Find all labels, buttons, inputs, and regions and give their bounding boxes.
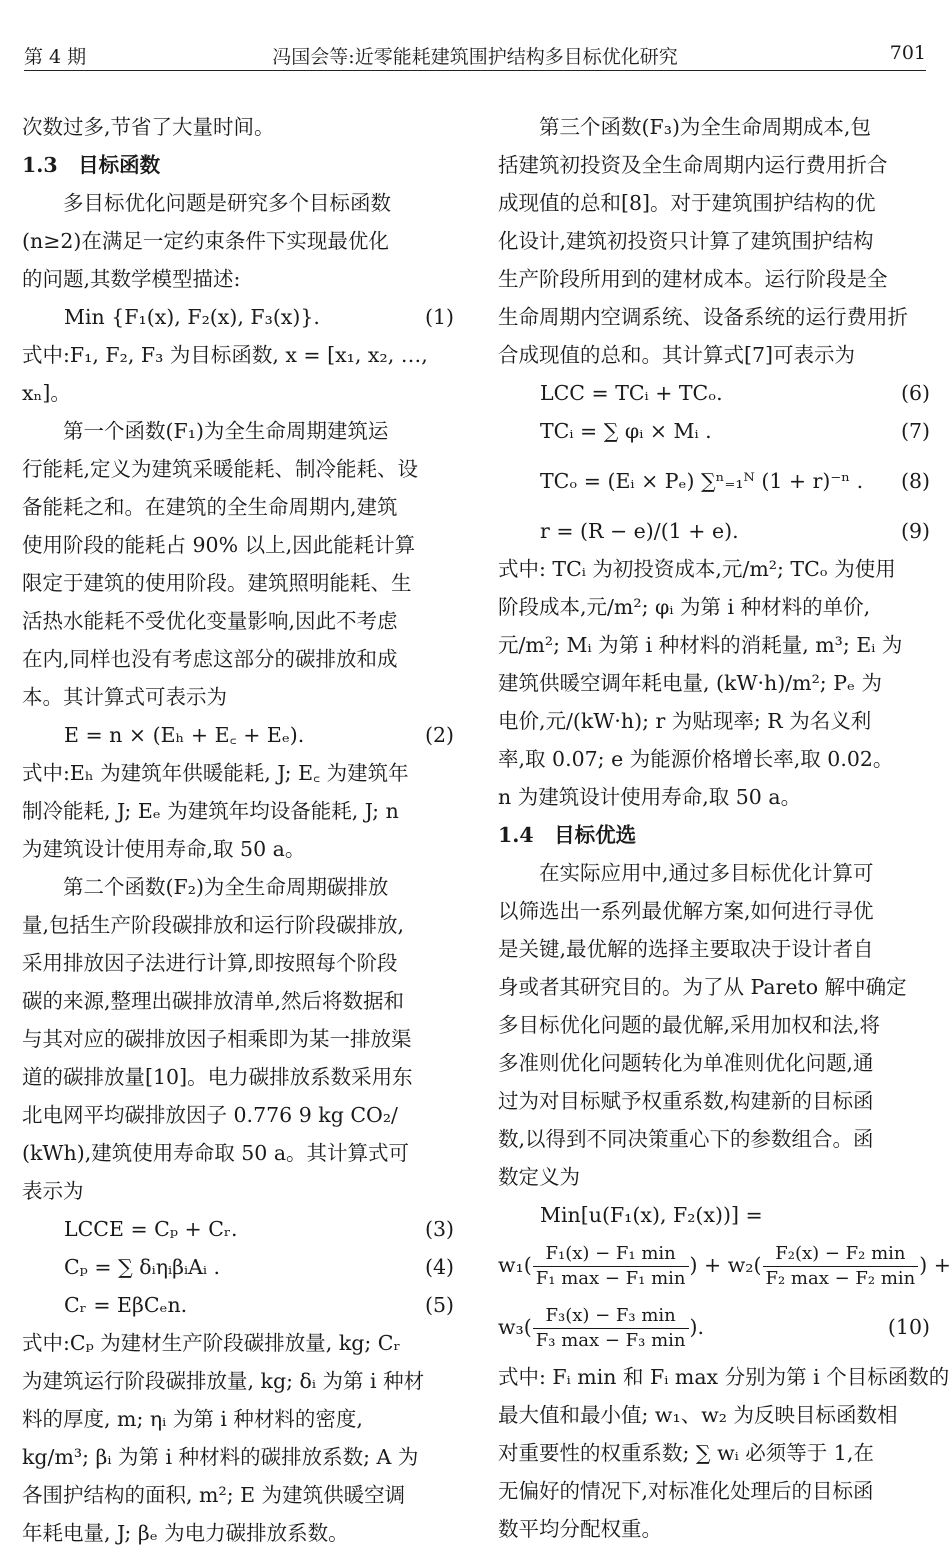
paragraph-line: 量,包括生产阶段碳排放和运行阶段碳排放, xyxy=(22,913,405,937)
paragraph-line: 是关键,最优解的选择主要取决于设计者自 xyxy=(498,937,874,961)
equation-number: (5) xyxy=(424,1293,454,1317)
fraction-denominator: F₂ max − F₂ min xyxy=(765,1268,916,1289)
paragraph-line: kg/m³; βᵢ 为第 i 种材料的碳排放系数; A 为 xyxy=(22,1445,419,1469)
paragraph-line: 各围护结构的面积, m²; E 为建筑供暖空调 xyxy=(22,1483,406,1507)
weight-w3: w₃( xyxy=(498,1315,532,1339)
fraction-denominator: F₃ max − F₃ min xyxy=(535,1330,686,1351)
paragraph-line: 以筛选出一系列最优解方案,如何进行寻优 xyxy=(498,899,874,923)
paragraph-line: 无偏好的情况下,对标准化处理后的目标函 xyxy=(498,1479,874,1503)
paragraph-line: 过为对目标赋予权重系数,构建新的目标函 xyxy=(498,1089,874,1113)
equation-1 xyxy=(22,298,454,336)
paragraph-line: xₙ]。 xyxy=(22,381,71,405)
paragraph-line: 北电网平均碳排放因子 0.776 9 kg CO₂/ xyxy=(22,1103,398,1127)
equation-end: ). xyxy=(689,1315,705,1339)
equation-text: LCC = TCᵢ + TCₒ. xyxy=(540,381,723,405)
paragraph-line: n 为建筑设计使用寿命,取 50 a。 xyxy=(498,785,802,809)
running-title: 冯国会等:近零能耗建筑围护结构多目标优化研究 xyxy=(272,46,678,68)
paragraph-line: 采用排放因子法进行计算,即按照每个阶段 xyxy=(22,951,398,975)
running-header xyxy=(24,30,926,71)
paragraph-line: 阶段成本,元/m²; φᵢ 为第 i 种材料的单价, xyxy=(498,595,871,619)
equation-2 xyxy=(22,716,454,754)
paragraph-line: 为建筑运行阶段碳排放量, kg; δᵢ 为第 i 种材 xyxy=(22,1369,425,1393)
equation-text: Min {F₁(x), F₂(x), F₃(x)}. xyxy=(64,305,320,329)
page-number: 701 xyxy=(889,42,926,64)
equation-number: (7) xyxy=(900,419,930,443)
paragraph-line: 电价,元/(kW·h); r 为贴现率; R 为名义利 xyxy=(498,709,872,733)
paragraph-line: 第一个函数(F₁)为全生命周期建筑运 xyxy=(63,419,389,443)
issue-number: 第 4 期 xyxy=(24,46,87,68)
paragraph-line: 行能耗,定义为建筑采暖能耗、制冷能耗、设 xyxy=(22,457,419,481)
fraction-numerator: F₂(x) − F₂ min xyxy=(763,1242,919,1267)
paragraph-line: 数定义为 xyxy=(498,1165,580,1189)
weight-w1: w₁( xyxy=(498,1253,532,1277)
text-line: 次数过多,节省了大量时间。 xyxy=(22,115,275,139)
equation-text: Cₚ = ∑ δᵢηᵢβᵢAᵢ . xyxy=(64,1255,221,1279)
equation-10-line-3 xyxy=(498,1296,930,1358)
paragraph-line: 料的厚度, m; ηᵢ 为第 i 种材料的密度, xyxy=(22,1407,363,1431)
paragraph-line: 使用阶段的能耗占 90% 以上,因此能耗计算 xyxy=(22,533,416,557)
equation-number: (6) xyxy=(900,381,930,405)
paragraph-line: 式中: Fᵢ min 和 Fᵢ max 分别为第 i 个目标函数的 xyxy=(498,1365,950,1389)
equation-number: (8) xyxy=(900,469,930,493)
equation-5 xyxy=(22,1286,454,1324)
paragraph-line: 多目标优化问题的最优解,采用加权和法,将 xyxy=(498,1013,881,1037)
equation-10-line-2 xyxy=(498,1234,951,1296)
paragraph-line: 与其对应的碳排放因子相乘即为某一排放渠 xyxy=(22,1027,412,1051)
paragraph-line: 式中: TCᵢ 为初投资成本,元/m²; TCₒ 为使用 xyxy=(498,557,896,581)
weight-w2: ) + w₂( xyxy=(689,1253,762,1277)
paragraph-line: 多目标优化问题是研究多个目标函数 xyxy=(63,191,391,215)
equation-text: TCᵢ = ∑ φᵢ × Mᵢ . xyxy=(540,419,712,443)
equation-plus: ) + xyxy=(919,1253,951,1277)
paragraph-line: 多准则优化问题转化为单准则优化问题,通 xyxy=(498,1051,874,1075)
equation-text: TCₒ = (Eᵢ × Pₑ) ∑ⁿ₌₁ᴺ (1 + r)⁻ⁿ . xyxy=(540,469,864,493)
equation-text: r = (R − e)/(1 + e). xyxy=(540,519,739,543)
equation-9 xyxy=(498,512,930,550)
paragraph-line: 式中:Eₕ 为建筑年供暖能耗, J; E꜀ 为建筑年 xyxy=(22,761,409,785)
equation-number: (9) xyxy=(900,519,930,543)
paragraph-line: 本。其计算式可表示为 xyxy=(22,685,227,709)
paragraph-line: 身或者其研究目的。为了从 Pareto 解中确定 xyxy=(498,975,907,999)
fraction-denominator: F₁ max − F₁ min xyxy=(535,1268,686,1289)
paragraph-line: 为建筑设计使用寿命,取 50 a。 xyxy=(22,837,306,861)
equation-number: (3) xyxy=(424,1217,454,1241)
equation-10-line-1 xyxy=(498,1196,930,1234)
paragraph-line: 式中:Cₚ 为建材生产阶段碳排放量, kg; Cᵣ xyxy=(22,1331,401,1355)
fraction-f3 xyxy=(533,1304,689,1353)
paragraph-line: 年耗电量, J; βₑ 为电力碳排放系数。 xyxy=(22,1521,349,1545)
paragraph-line: 生命周期内空调系统、设备系统的运行费用折 xyxy=(498,305,908,329)
equation-number: (4) xyxy=(424,1255,454,1279)
left-column xyxy=(22,108,454,1552)
paragraph-line: 的问题,其数学模型描述: xyxy=(22,267,241,291)
paragraph-line: (kWh),建筑使用寿命取 50 a。其计算式可 xyxy=(22,1141,410,1165)
section-heading-1-4: 1.4 目标优选 xyxy=(498,823,637,847)
fraction-f2 xyxy=(763,1242,919,1291)
equation-text: Cᵣ = EβCₑn. xyxy=(64,1293,188,1317)
paragraph-line: 元/m²; Mᵢ 为第 i 种材料的消耗量, m³; Eᵢ 为 xyxy=(498,633,903,657)
paragraph-line: 第三个函数(F₃)为全生命周期成本,包 xyxy=(539,115,871,139)
paragraph-line: 在内,同样也没有考虑这部分的碳排放和成 xyxy=(22,647,398,671)
equation-text: LCCE = Cₚ + Cᵣ. xyxy=(64,1217,238,1241)
fraction-f1 xyxy=(533,1242,689,1291)
paragraph-line: 数,以得到不同决策重心下的参数组合。函 xyxy=(498,1127,874,1151)
paragraph-line: 备能耗之和。在建筑的全生命周期内,建筑 xyxy=(22,495,398,519)
paragraph-line: 率,取 0.07; e 为能源价格增长率,取 0.02。 xyxy=(498,747,894,771)
paragraph-line: 表示为 xyxy=(22,1179,84,1203)
equation-number: (10) xyxy=(887,1315,930,1339)
paragraph-line: 第二个函数(F₂)为全生命周期碳排放 xyxy=(63,875,389,899)
equation-4 xyxy=(22,1248,454,1286)
paragraph-line: 最大值和最小值; w₁、w₂ 为反映目标函数相 xyxy=(498,1403,898,1427)
equation-number: (2) xyxy=(424,723,454,747)
equation-6 xyxy=(498,374,930,412)
fraction-numerator: F₃(x) − F₃ min xyxy=(533,1304,689,1329)
paragraph-line: 成现值的总和[8]。对于建筑围护结构的优 xyxy=(498,191,876,215)
paragraph-line: 活热水能耗不受优化变量影响,因此不考虑 xyxy=(22,609,398,633)
equation-text: Min[u(F₁(x), F₂(x))] = xyxy=(540,1203,763,1227)
equation-number: (1) xyxy=(424,305,454,329)
paragraph-line: 建筑供暖空调年耗电量, (kW·h)/m²; Pₑ 为 xyxy=(498,671,882,695)
paragraph-line: 括建筑初投资及全生命周期内运行费用折合 xyxy=(498,153,888,177)
right-column xyxy=(498,108,951,1548)
equation-text: E = n × (Eₕ + E꜀ + Eₑ). xyxy=(64,723,305,747)
paragraph-line: 化设计,建筑初投资只计算了建筑围护结构 xyxy=(498,229,874,253)
paragraph-line: (n≥2)在满足一定约束条件下实现最优化 xyxy=(22,229,389,253)
equation-3 xyxy=(22,1210,454,1248)
paragraph-line: 式中:F₁, F₂, F₃ 为目标函数, x = [x₁, x₂, …, xyxy=(22,343,428,367)
paragraph-line: 生产阶段所用到的建材成本。运行阶段是全 xyxy=(498,267,888,291)
equation-8 xyxy=(498,450,930,512)
paragraph-line: 制冷能耗, J; Eₑ 为建筑年均设备能耗, J; n xyxy=(22,799,399,823)
equation-7 xyxy=(498,412,930,450)
paragraph-line: 数平均分配权重。 xyxy=(498,1517,662,1541)
paragraph-line: 碳的来源,整理出碳排放清单,然后将数据和 xyxy=(22,989,405,1013)
paragraph-line: 在实际应用中,通过多目标优化计算可 xyxy=(539,861,874,885)
paragraph-line: 道的碳排放量[10]。电力碳排放系数采用东 xyxy=(22,1065,413,1089)
paragraph-line: 限定于建筑的使用阶段。建筑照明能耗、生 xyxy=(22,571,412,595)
paragraph-line: 合成现值的总和。其计算式[7]可表示为 xyxy=(498,343,856,367)
paragraph-line: 对重要性的权重系数; ∑ wᵢ 必须等于 1,在 xyxy=(498,1441,874,1465)
section-heading-1-3: 1.3 目标函数 xyxy=(22,153,161,177)
fraction-numerator: F₁(x) − F₁ min xyxy=(533,1242,689,1267)
